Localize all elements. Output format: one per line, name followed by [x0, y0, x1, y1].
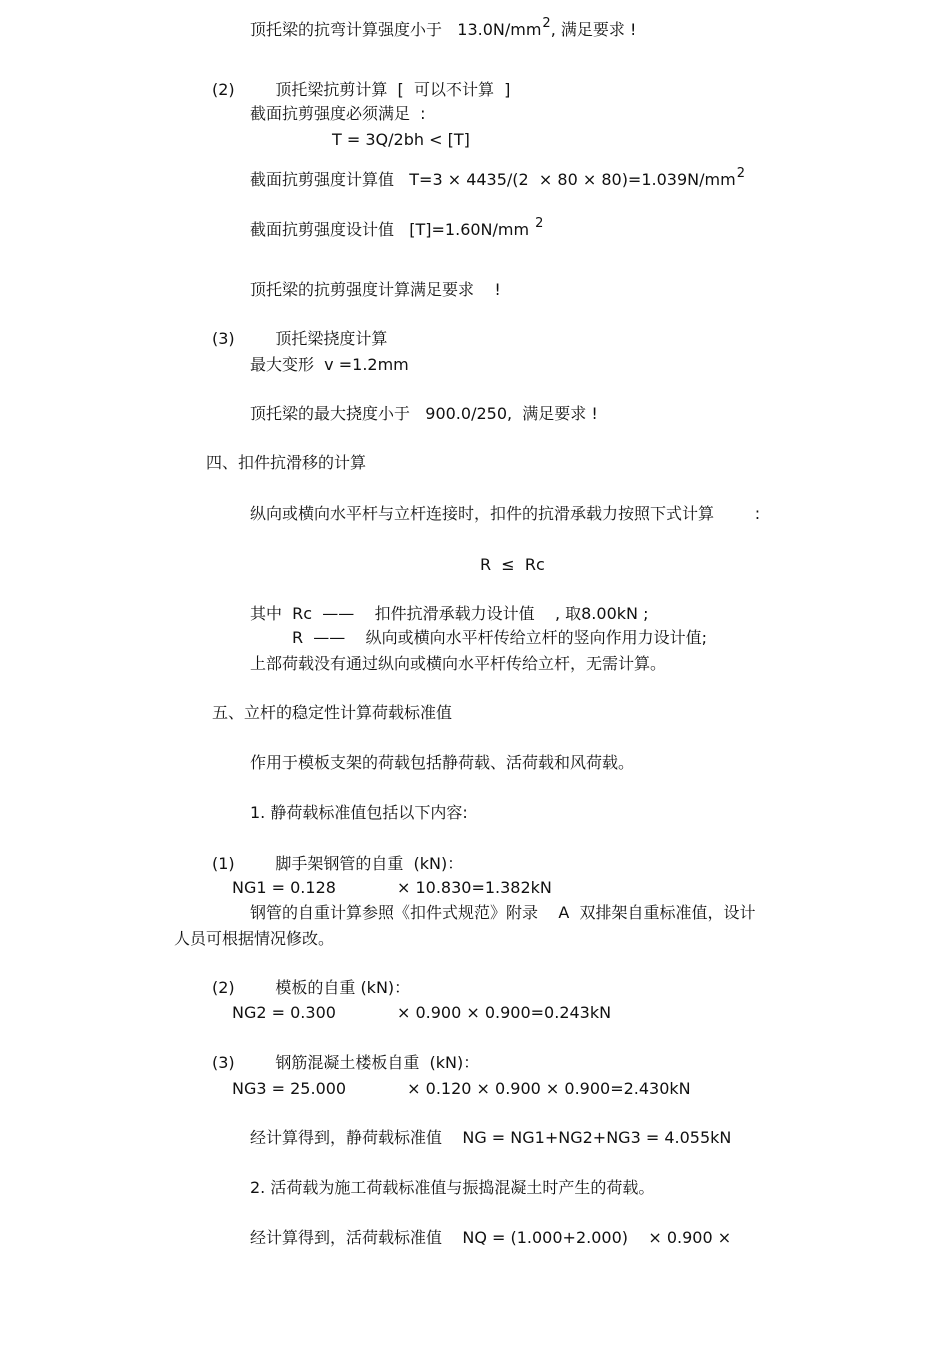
text-line: 截面抗剪强度计算值 $T=3 \times 4435/(2 \times 80 \times 80)=1.039N/mm^2$: [250, 166, 745, 189]
text-line: 1. 静荷载标准值包括以下内容:: [250, 803, 468, 822]
text-line: R —— 纵向或横向水平杆传给立杆的竖向作用力设计值;: [292, 628, 708, 647]
superscript: 2: [736, 166, 745, 181]
text-line: 顶托梁的抗剪强度计算满足要求 !: [250, 280, 501, 299]
formula-line: NG2 = 0.300 × 0.900 × 0.900=0.243kN: [232, 1003, 612, 1022]
formula-line: NG1 = 0.128 × 10.830=1.382kN: [232, 878, 552, 897]
formula-line: NG3 = 25.000 × 0.120 × 0.900 × 0.900=2.430kN: [232, 1079, 691, 1098]
text-line: 钢管的自重计算参照《扣件式规范》附录 A 双排架自重标准值，设计: [250, 903, 756, 922]
text-line: 经计算得到，静荷载标准值 NG = NG1+NG2+NG3 = 4.055kN: [250, 1128, 732, 1147]
text-line: 其中 Rc —— 扣件抗滑承载力设计值 , 取8.00kN ;: [250, 604, 649, 623]
superscript: 2: [535, 216, 544, 231]
text-line: 2. 活荷载为施工荷载标准值与振捣混凝土时产生的荷载。: [250, 1178, 655, 1197]
text-line: 顶托梁的最大挠度小于 900.0/250, 满足要求 !: [250, 404, 598, 423]
text-line: 截面抗剪强度设计值 [T]=1.60N/mm $^2$: [250, 216, 544, 239]
superscript: 2: [542, 16, 551, 31]
section-heading: (2) 顶托梁抗剪计算 [ 可以不计算 ]: [212, 80, 511, 99]
text-line: 人员可根据情况修改。: [174, 929, 335, 948]
section-heading: (3) 顶托梁挠度计算: [212, 329, 388, 348]
formula-line: R ≤ Rc: [480, 555, 545, 574]
text-line: 顶托梁的抗弯计算强度小于 $13.0N/mm^2$, 满足要求 !: [250, 16, 637, 39]
text-line: 最大变形 v =1.2mm: [250, 355, 409, 374]
text-line: 纵向或横向水平杆与立杆连接时，扣件的抗滑承载力按照下式计算 :: [250, 504, 761, 523]
text-line: 上部荷载没有通过纵向或横向水平杆传给立杆，无需计算。: [250, 654, 667, 673]
text-line: 截面抗剪强度必须满足 :: [250, 104, 426, 123]
section-heading: (2) 模板的自重 (kN)：: [212, 978, 411, 997]
formula-line: T = 3Q/2bh < [T]: [332, 130, 470, 149]
text-line: 经计算得到，活荷载标准值 NQ = (1.000+2.000) × 0.900 ×: [250, 1228, 732, 1247]
chapter-heading: 四、扣件抗滑移的计算: [206, 453, 367, 472]
text-line: 作用于模板支架的荷载包括静荷载、活荷载和风荷载。: [250, 753, 635, 772]
section-heading: (1) 脚手架钢管的自重 (kN)：: [212, 854, 464, 873]
chapter-heading: 五、立杆的稳定性计算荷载标准值: [212, 703, 453, 722]
section-heading: (3) 钢筋混凝土楼板自重 (kN)：: [212, 1053, 480, 1072]
